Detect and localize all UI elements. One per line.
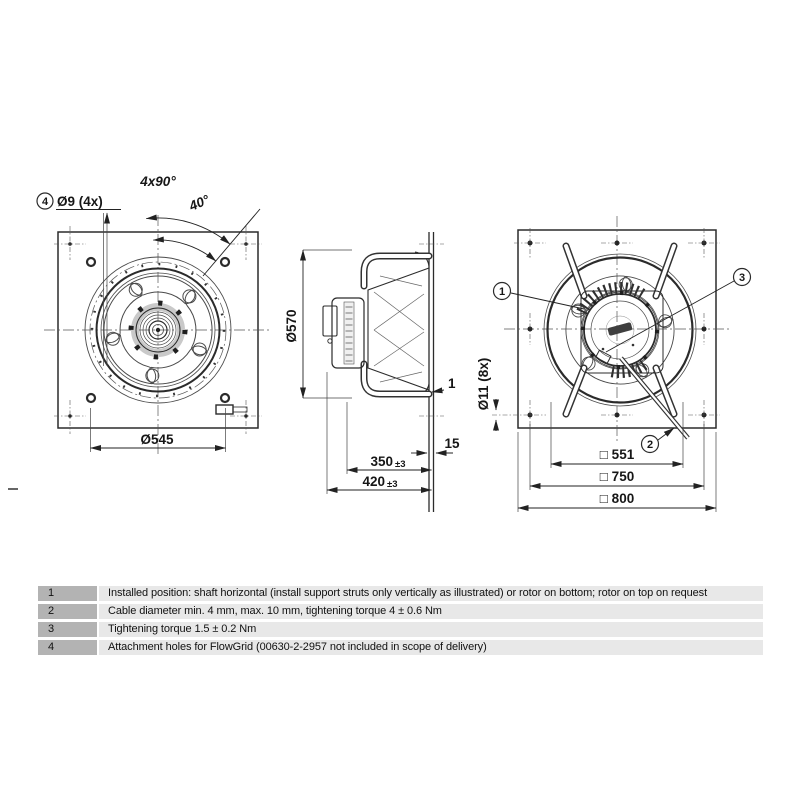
rear-mid-square-value: □ 750 [599,469,635,484]
front-diameter-value: Ø545 [140,432,174,447]
side-total-depth-value: 420 ±3 [362,474,398,490]
side-callout-1 [432,376,456,392]
rear-inner-square-value: □ 551 [599,447,635,462]
front-offset-angle: 40° [186,191,212,214]
rear-hole-dimension [476,358,496,431]
rear-hole-dimension-value: Ø11 (8x) [476,357,491,411]
front-angle-dimensions [139,174,260,276]
hub-brand-label [607,322,632,336]
side-depth-value: 350 ±3 [370,454,406,470]
front-hole-dimension: Ø9 (4x) [57,194,103,209]
front-view [37,174,272,455]
side-motor [323,298,364,368]
side-plate-thickness-dimension [411,436,460,453]
note-text: Cable diameter min. 4 mm, max. 10 mm, tightening torque 4 ± 0.6 Nm [99,604,763,619]
note-text: Installed position: shaft horizontal (install support struts only vertically as illustrated) or rotor on bottom; rotor on top on request [99,586,763,601]
rear-square-dimensions [518,402,716,512]
side-diameter-value: Ø570 [284,309,299,343]
callout-1-number: 1 [498,286,506,298]
side-plate-thickness-value: 15 [444,436,460,451]
rear-outer-square-value: □ 800 [599,491,635,506]
callout-2-number: 2 [646,439,654,451]
front-terminal-connector [216,405,247,414]
note-row-4 [38,640,763,655]
note-text: Tightening torque 1.5 ± 0.2 Nm [99,622,763,637]
note-number: 1 [38,586,97,601]
note-text: Attachment holes for FlowGrid (00630-2-2957 not included in scope of delivery) [99,640,763,655]
side-diameter-dimension [284,250,352,398]
side-impeller [368,252,429,396]
front-hole-callout [37,193,121,366]
side-support-struts [364,256,429,394]
note-number: 3 [38,622,97,637]
note-number: 2 [38,604,97,619]
side-view [284,232,460,512]
side-callout-1-number: 1 [448,376,456,391]
note-row-2 [38,604,763,619]
callout-3-number: 3 [738,272,746,284]
notes-table [38,586,763,658]
note-row-3 [38,622,763,637]
rear-callout-1 [494,283,585,310]
front-bolt-pattern-angle: 4x90° [140,174,176,189]
rear-callout-2 [642,428,675,453]
terminal-box [323,306,337,336]
note-row-1 [38,586,763,601]
rear-view [476,216,751,512]
note-number: 4 [38,640,97,655]
side-depth-dimensions [327,372,432,494]
callout-4-number: 4 [41,196,49,208]
